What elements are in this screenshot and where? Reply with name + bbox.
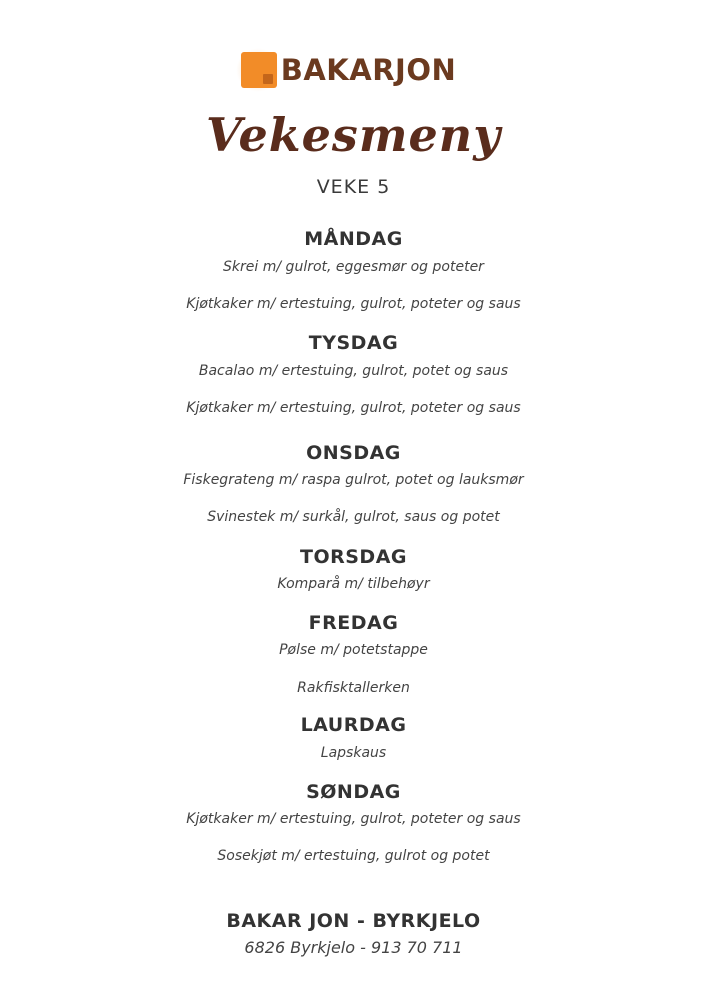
dish-item: Kjøtkaker m/ ertestuing, gulrot, poteter og saus — [186, 296, 521, 312]
footer-address: 6826 Byrkjelo - 913 70 711 — [244, 938, 463, 957]
brand-logo — [0, 52, 707, 88]
dish-item: Skrei m/ gulrot, eggesmør og poteter — [223, 259, 484, 275]
day-heading-sondag — [0, 781, 707, 803]
day-name: TYSDAG — [308, 332, 399, 354]
footer-title: BAKAR JON - BYRKJELO — [226, 910, 481, 932]
dish-item: Fiskegrateng m/ raspa gulrot, potet og lauksmør — [183, 472, 524, 488]
day-heading-mandag — [0, 228, 707, 250]
day-name: LAURDAG — [300, 714, 407, 736]
day-heading-fredag — [0, 612, 707, 634]
day-name: MÅNDAG — [304, 228, 403, 250]
dish-item: Bacalao m/ ertestuing, gulrot, potet og saus — [198, 363, 509, 379]
day-heading-torsdag — [0, 546, 707, 568]
dish-item: Lapskaus — [320, 745, 387, 761]
logo-square-icon — [241, 52, 277, 88]
dish-item: Pølse m/ potetstappe — [279, 642, 428, 658]
week-label: VEKE 5 — [316, 176, 391, 198]
day-name: FREDAG — [308, 612, 399, 634]
day-name: TORSDAG — [300, 546, 407, 568]
dish-item: Kjøtkaker m/ ertestuing, gulrot, poteter og saus — [186, 400, 521, 416]
day-name: SØNDAG — [306, 781, 401, 803]
dish-item: Kjøtkaker m/ ertestuing, gulrot, poteter og saus — [186, 811, 521, 827]
dish-item: Komparå m/ tilbehøyr — [277, 576, 430, 592]
menu-title: Vekesmeny — [206, 108, 501, 162]
day-heading-laurdag — [0, 714, 707, 736]
dish-item: Sosekjøt m/ ertestuing, gulrot og potet — [217, 848, 490, 864]
dish-item: Rakfisktallerken — [297, 680, 410, 696]
brand-name: BAKARJON — [280, 53, 457, 87]
dish-item: Svinestek m/ surkål, gulrot, saus og potet — [207, 509, 500, 525]
day-heading-tysdag — [0, 332, 707, 354]
day-heading-onsdag — [0, 442, 707, 464]
day-name: ONSDAG — [306, 442, 401, 464]
